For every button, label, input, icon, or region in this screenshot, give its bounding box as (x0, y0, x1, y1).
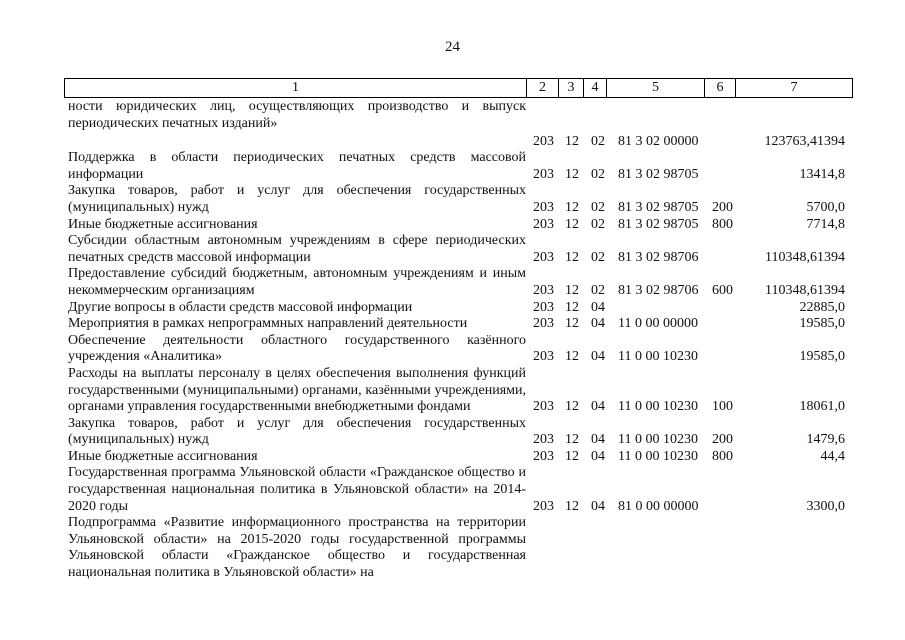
cell-target-code: 81 3 02 98706 (618, 282, 699, 298)
row-text: Подпрограмма «Развитие информационного пространства на территории Ульяновской области» на 2015-2020 годы государственной программы Ульяновской области «Гражданское общество и государственная национальная политика в Ульяновской области» на (68, 515, 526, 581)
cell-subsection: 04 (591, 349, 605, 365)
table-row (68, 449, 858, 466)
cell-section: 12 (565, 216, 579, 232)
cell-amount: 19585,0 (799, 349, 845, 365)
header-col-1: 1 (65, 79, 527, 98)
cell-subsection: 04 (591, 432, 605, 448)
cell-target-code: 81 3 02 98706 (618, 249, 699, 265)
row-text: Другие вопросы в области средств массовой информации (68, 299, 413, 315)
table-row (68, 217, 858, 234)
cell-ved: 203 (533, 399, 554, 415)
cell-expense-type: 200 (712, 199, 733, 215)
header-col-2: 2 (527, 79, 559, 98)
cell-ved: 203 (533, 432, 554, 448)
cell-target-code: 11 0 00 10230 (618, 399, 698, 415)
row-text: Мероприятия в рамках непрограммных направлений деятельности (68, 316, 468, 332)
cell-subsection: 02 (591, 216, 605, 232)
cell-amount: 7714,8 (806, 216, 845, 232)
cell-section: 12 (565, 316, 579, 332)
cell-expense-type: 600 (712, 282, 733, 298)
cell-expense-type: 800 (712, 448, 733, 464)
cell-ved: 203 (533, 349, 554, 365)
cell-subsection: 02 (591, 166, 605, 182)
cell-ved: 203 (533, 498, 554, 514)
table-row (68, 99, 858, 132)
table-row (68, 266, 858, 299)
table-row (68, 316, 858, 333)
cell-section: 12 (565, 282, 579, 298)
row-text: Закупка товаров, работ и услуг для обеспечения государственных (муниципальных) нужд (68, 415, 526, 448)
cell-target-code: 11 0 00 10230 (618, 349, 698, 365)
cell-ved: 203 (533, 282, 554, 298)
cell-amount: 110348,61394 (765, 249, 845, 265)
cell-subsection: 04 (591, 498, 605, 514)
cell-amount: 5700,0 (806, 199, 845, 215)
cell-target-code: 11 0 00 10230 (618, 448, 698, 464)
row-text: Государственная программа Ульяновской области «Гражданское общество и государственная национальная политика в Ульяновской области» на 2014-2020 годы (68, 465, 526, 514)
cell-ved: 203 (533, 133, 554, 149)
cell-section: 12 (565, 133, 579, 149)
cell-ved: 203 (533, 216, 554, 232)
cell-target-code: 11 0 00 00000 (618, 316, 698, 332)
table-header (64, 78, 853, 98)
cell-target-code: 81 3 02 98705 (618, 216, 699, 232)
table-row (68, 132, 858, 150)
cell-section: 12 (565, 199, 579, 215)
cell-target-code: 11 0 00 10230 (618, 432, 698, 448)
cell-ved: 203 (533, 249, 554, 265)
cell-expense-type: 200 (712, 432, 733, 448)
cell-amount: 44,4 (820, 448, 845, 464)
table-row (68, 300, 858, 317)
page-number: 24 (445, 39, 460, 55)
row-text: Субсидии областным автономным учреждениям в сфере периодических печатных средств массовой информации (68, 233, 526, 265)
cell-amount: 123763,41394 (764, 133, 845, 149)
cell-amount: 19585,0 (799, 316, 845, 332)
table-row (68, 333, 858, 366)
cell-ved: 203 (533, 299, 554, 315)
header-col-7: 7 (736, 79, 853, 98)
cell-amount: 110348,61394 (765, 282, 845, 298)
cell-section: 12 (565, 399, 579, 415)
cell-section: 12 (565, 498, 579, 514)
row-text: Расходы на выплаты персоналу в целях обеспечения выполнения функций государственными (муниципальными) органами, казёнными учреждениями, органами управления государственными внебюджетными фондами (68, 365, 526, 415)
row-text: Закупка товаров, работ и услуг для обеспечения государственных (муниципальных) нужд (68, 183, 526, 215)
cell-ved: 203 (533, 199, 554, 215)
table-body (68, 99, 858, 582)
header-col-3: 3 (559, 79, 584, 98)
cell-amount: 3300,0 (806, 498, 845, 514)
header-col-5: 5 (607, 79, 705, 98)
header-col-6: 6 (705, 79, 736, 98)
cell-target-code: 81 0 00 00000 (618, 498, 699, 514)
header-col-4: 4 (584, 79, 607, 98)
cell-subsection: 04 (591, 299, 605, 315)
row-text: Иные бюджетные ассигнования (68, 448, 258, 464)
cell-section: 12 (565, 432, 579, 448)
cell-expense-type: 800 (712, 216, 733, 232)
table-row (68, 366, 858, 416)
cell-subsection: 02 (591, 282, 605, 298)
cell-section: 12 (565, 249, 579, 265)
table-row (68, 465, 858, 515)
cell-section: 12 (565, 448, 579, 464)
cell-target-code: 81 3 02 00000 (618, 133, 699, 149)
row-text: Обеспечение деятельности областного государственного казённого учреждения «Аналитика» (68, 332, 526, 365)
cell-ved: 203 (533, 448, 554, 464)
cell-amount: 18061,0 (799, 399, 845, 415)
row-text: Иные бюджетные ассигнования (68, 216, 258, 232)
cell-subsection: 04 (591, 399, 605, 415)
cell-section: 12 (565, 299, 579, 315)
table-row (68, 183, 858, 216)
cell-section: 12 (565, 166, 579, 182)
cell-amount: 1479,6 (806, 432, 845, 448)
cell-amount: 13414,8 (799, 166, 845, 182)
table-row (68, 150, 858, 183)
table-row (68, 416, 858, 449)
cell-amount: 22885,0 (799, 299, 845, 315)
table-row (68, 233, 858, 266)
cell-target-code: 81 3 02 98705 (618, 199, 699, 215)
cell-subsection: 02 (591, 133, 605, 149)
cell-expense-type: 100 (712, 399, 733, 415)
cell-ved: 203 (533, 166, 554, 182)
cell-subsection: 04 (591, 316, 605, 332)
cell-subsection: 04 (591, 448, 605, 464)
cell-section: 12 (565, 349, 579, 365)
cell-subsection: 02 (591, 249, 605, 265)
row-text: Предоставление субсидий бюджетным, автономным учреждениям и иным некоммерческим организациям (68, 266, 526, 298)
table-row (68, 515, 858, 581)
cell-ved: 203 (533, 316, 554, 332)
row-text: Поддержка в области периодических печатных средств массовой информации (68, 150, 526, 182)
cell-target-code: 81 3 02 98705 (618, 166, 699, 182)
cell-subsection: 02 (591, 199, 605, 215)
row-text: ности юридических лиц, осуществляющих производство и выпуск периодических печатных изданий» (68, 99, 526, 131)
